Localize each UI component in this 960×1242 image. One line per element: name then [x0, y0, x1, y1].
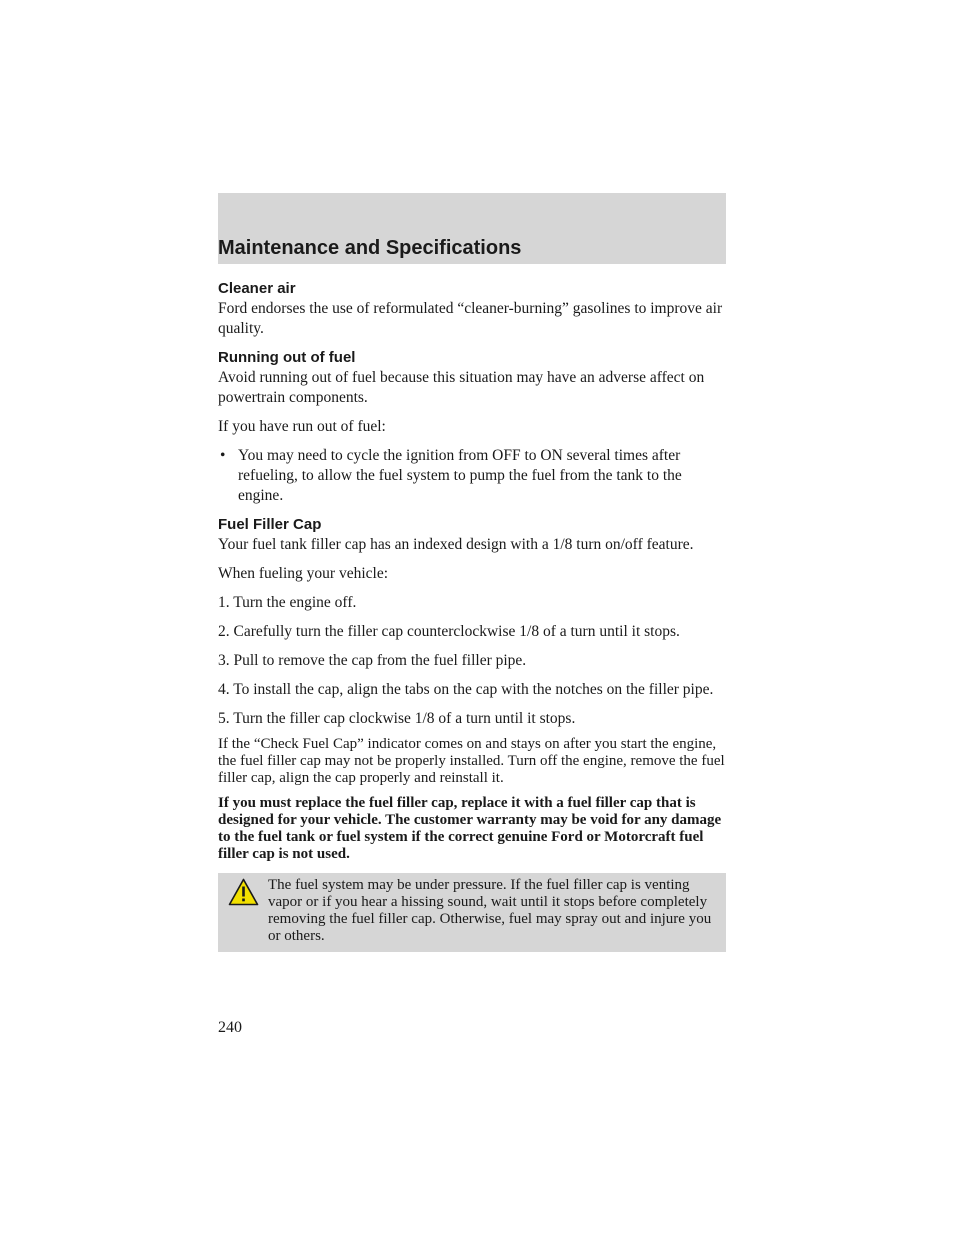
warning-box [218, 873, 726, 952]
section-title: Maintenance and Specifications [218, 237, 522, 259]
heading-running-out: Running out of fuel [218, 349, 356, 366]
paragraph-replace-cap-warning: If you must replace the fuel filler cap, replace it with a fuel filler cap that is designed for your vehicle. The customer warranty may be void for any damage to the fuel tank or fuel system if the correct genuine Ford or Motorcraft fuel filler cap is not used. [218, 795, 722, 862]
step-2: 2. Carefully turn the filler cap counterclockwise 1/8 of a turn until it stops. [218, 623, 680, 640]
heading-cleaner-air: Cleaner air [218, 280, 296, 297]
heading-fuel-filler-cap: Fuel Filler Cap [218, 516, 322, 533]
page-number: 240 [218, 1019, 242, 1036]
bullet-icon: • [220, 447, 226, 464]
step-5: 5. Turn the filler cap clockwise 1/8 of a turn until it stops. [218, 710, 576, 727]
paragraph-filler-cap-design: Your fuel tank filler cap has an indexed design with a 1/8 turn on/off feature. [218, 536, 694, 553]
paragraph-run-out-intro: If you have run out of fuel: [218, 418, 386, 435]
paragraph-when-fueling: When fueling your vehicle: [218, 565, 389, 582]
warning-triangle-icon [228, 878, 259, 906]
page-content [218, 279, 726, 952]
paragraph-running-out: Avoid running out of fuel because this situation may have an adverse affect on powertrain components. [218, 369, 705, 406]
step-4: 4. To install the cap, align the tabs on the cap with the notches on the filler pipe. [218, 681, 714, 698]
step-1: 1. Turn the engine off. [218, 594, 357, 611]
step-3: 3. Pull to remove the cap from the fuel filler pipe. [218, 652, 527, 669]
bullet-text: You may need to cycle the ignition from OFF to ON several times after refueling, to allow the fuel system to pump the fuel from the tank to the engine. [238, 447, 682, 504]
paragraph-cleaner-air: Ford endorses the use of reformulated “cleaner-burning” gasolines to improve air quality. [218, 300, 723, 337]
warning-text: The fuel system may be under pressure. If the fuel filler cap is venting vapor or if you hear a hissing sound, wait until it stops before completely removing the fuel filler cap. Otherwise, fuel may spray out and injure you or others. [268, 877, 712, 944]
bullet-item-cycle-ignition [218, 446, 726, 506]
paragraph-check-fuel-cap: If the “Check Fuel Cap” indicator comes on and stays on after you start the engine, the fuel filler cap may not be properly installed. Turn off the engine, remove the fuel filler cap, align the cap properly and reinstall it. [218, 736, 725, 786]
